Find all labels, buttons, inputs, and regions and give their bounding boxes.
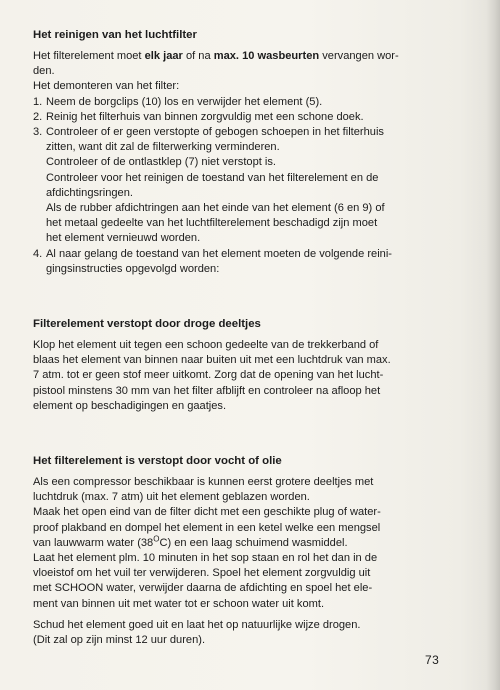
body-text: Als een compressor beschikbaar is kunnen eerst grotere deeltjes met luchtdruk (max. 7 atm) uit het element geblazen worden. Maak het open eind van de filter dicht met een geschikte plug of water- proof plakband en dompel het element in een ketel welke een mengsel van lauwwarm water (38: [33, 476, 381, 549]
intro-text: of na: [182, 50, 214, 62]
page-number: 73: [425, 653, 440, 667]
degree-superscript: O: [153, 534, 160, 544]
subintro: Het demonteren van het filter:: [33, 80, 180, 93]
section-body: [33, 475, 448, 612]
intro-text: vervangen wor- den.: [33, 50, 399, 78]
section-dry-particles: [33, 317, 448, 414]
section-moisture-or-oil: [33, 454, 448, 648]
list-item: [33, 125, 448, 247]
closing-paragraph: Schud het element goed uit en laat het op natuurlijke wijze drogen. (Dit zal op zijn minst 12 uur duren).: [33, 618, 361, 647]
step-text: Reinig het filterhuis van binnen zorgvuldig met een schone doek.: [46, 110, 364, 123]
step-text: Al naar gelang de toestand van het element moeten de volgende reini- gingsinstructies opgevolgd worden:: [46, 247, 392, 275]
section-heading: Het reinigen van het luchtfilter: [33, 29, 197, 41]
intro-emphasis-yearly: elk jaar: [144, 50, 183, 62]
section-body: Klop het element uit tegen een schoon gedeelte van de trekkerband of blaas het element van binnen naar buiten uit met een luchtdruk van max. 7 atm. tot er geen stof meer uitkomt. Zorg dat de opening van het lucht- pistool minstens 30 mm van het filter afblijft en controleer na afloop het element op beschadigingen en gaatjes.: [33, 339, 391, 412]
intro-paragraph: [33, 49, 448, 79]
body-text: C) en een laag schuimend wasmiddel. Laat het element plm. 10 minuten in het sop staan en rol het dan in de vloeistof om het vuil ter verwijderen. Spoel het element zorgvuldig uit met SCHOON water, verwijder daarna de afdichting en spoel het ele- ment van binnen uit met water tot er schoon water uit komt.: [33, 536, 378, 610]
step-number: 4.: [33, 247, 43, 260]
step-text: Neem de borgclips (10) los en verwijder het element (5).: [46, 95, 323, 108]
list-item: [33, 110, 448, 125]
step-number: 1.: [33, 95, 43, 108]
section-heading: Filterelement verstopt door droge deeltjes: [33, 318, 261, 331]
steps-list: [33, 95, 448, 277]
list-item: [33, 95, 448, 110]
section-cleaning-air-filter: [33, 28, 448, 277]
list-item: [33, 247, 448, 277]
step-number: 3.: [33, 126, 43, 139]
intro-text: Het filterelement moet: [33, 50, 145, 62]
section-spacer: [33, 414, 448, 454]
page-content: [33, 28, 448, 648]
intro-emphasis-max-washes: max. 10 wasbeurten: [213, 50, 320, 62]
section-heading: Het filterelement is verstopt door vocht of olie: [33, 455, 282, 468]
section-spacer: [33, 277, 448, 317]
step-text: Controleer of er geen verstopte of gebogen schoepen in het filterhuis zitten, want dit zal de filterwerking verminderen. Controleer of de ontlastklep (7) niet verstopt is. Controleer voor het reinigen de toestand van het filterelement en de afdichtingsringen. Als de rubber afdichtringen aan het einde van het element (6 en 9) of het metaal gedeelte van het luchtfilterelement beschadigd zijn moet het element vernieuwd worden.: [46, 126, 385, 245]
page-edge-shadow: [486, 0, 500, 690]
step-number: 2.: [33, 110, 43, 123]
